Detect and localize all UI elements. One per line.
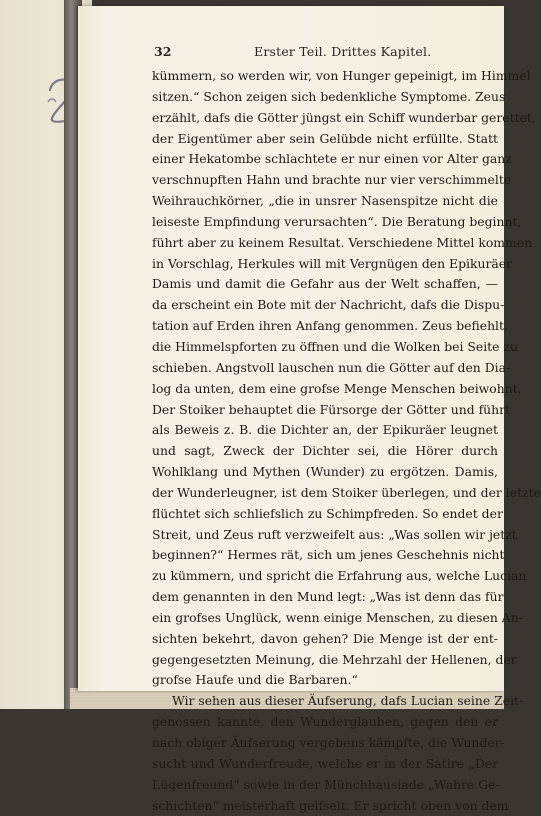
text-line: flüchtet sich schliefslich zu Schimpfreden. So endet der xyxy=(152,505,503,521)
text-line: sucht und Wunderfreude, welche er in der Satire „Der xyxy=(152,755,498,771)
text-line: führt aber zu keinem Resultat. Verschiedene Mittel kommen xyxy=(152,234,533,250)
text-line: sitzen.“ Schon zeigen sich bedenkliche Symptome. Zeus xyxy=(152,88,506,104)
page-number: 32 xyxy=(154,44,172,59)
running-head: Erster Teil. Drittes Kapitel. xyxy=(254,44,432,59)
text-line: beginnen?“ Hermes rät, sich um jenes Geschehnis nicht xyxy=(152,547,505,563)
text-line: und sagt, Zweck der Dichter sei, die Hörer durch xyxy=(152,443,498,459)
text-line: Wohlklang und Mythen (Wunder) zu ergötzen. Damis, xyxy=(152,464,498,480)
text-line: nach obiger Äufserung vergebens kämpfte, die Wunder- xyxy=(152,735,505,750)
text-line: die Himmelspforten zu öffnen und die Wolken bei Seite zu xyxy=(152,338,518,354)
text-line: ein grofses Unglück, wenn einige Menschen, zu diesen An- xyxy=(152,609,523,625)
text-line: der Eigentümer aber sein Gelübde nicht erfüllte. Statt xyxy=(152,130,498,146)
text-line: Wir sehen aus dieser Äufserung, dafs Lucian seine Zeit- xyxy=(172,693,524,709)
text-line: da erscheint ein Bote mit der Nachricht, dafs die Dispu- xyxy=(152,297,505,313)
body-text xyxy=(152,66,541,816)
text-line: Der Stoiker behauptet die Fürsorge der Götter und führt xyxy=(152,401,511,417)
text-line: Lügenfreund“ sowie in der Münchhausiade „Wahre Ge- xyxy=(152,776,500,792)
text-line: dem genannten in den Mund legt: „Was ist denn das für xyxy=(152,589,504,605)
text-line: schichten“ meisterhaft geifselt. Er spricht oben von dem xyxy=(152,797,509,813)
text-line: der Wunderleugner, ist dem Stoiker überlegen, und der letzte xyxy=(152,484,541,500)
text-line: Damis und damit die Gefahr aus der Welt schaffen, — xyxy=(152,276,498,292)
text-line: kümmern, so werden wir, von Hunger gepeinigt, im Himmel xyxy=(152,68,531,83)
text-line: tation auf Erden ihren Anfang genommen. Zeus befiehlt, xyxy=(152,318,508,334)
text-line: verschnupften Hahn und brachte nur vier verschimmelte xyxy=(152,172,512,188)
text-line: erzählt, dafs die Götter jüngst ein Schiff wunderbar gerettet, xyxy=(152,109,536,125)
text-line: als Beweis z. B. die Dichter an, der Epikuräer leugnet xyxy=(152,422,498,438)
text-line: grofse Haufe und die Barbaren.“ xyxy=(152,672,358,688)
text-line: in Vorschlag, Herkules will mit Vergnügen den Epikuräer xyxy=(152,255,513,271)
text-line: genossen kannte, den Wunderglauben, gegen den er xyxy=(152,714,498,730)
text-line: zu kümmern, und spricht die Erfahrung aus, welche Lucian xyxy=(152,568,527,584)
page-header xyxy=(154,44,500,62)
text-line: schieben. Angstvoll lauschen nun die Götter auf den Dia- xyxy=(152,359,511,375)
text-line: log da unten, dem eine grofse Menge Menschen beiwohnt. xyxy=(152,380,522,396)
text-line: Weihrauchkörner, „die in unsrer Nasenspitze nicht die xyxy=(152,193,498,209)
text-line: einer Hekatombe schlachtete er nur einen vor Alter ganz xyxy=(152,151,512,167)
text-line: gegengesetzten Meinung, die Mehrzahl der Hellenen, der xyxy=(152,651,517,667)
text-line: sichten bekehrt, davon gehen? Die Menge ist der ent- xyxy=(152,630,498,646)
text-line: leiseste Empfindung verursachten“. Die Beratung beginnt, xyxy=(152,213,522,229)
text-line: Streit, und Zeus ruft verzweifelt aus: „Was sollen wir jetzt xyxy=(152,526,517,542)
